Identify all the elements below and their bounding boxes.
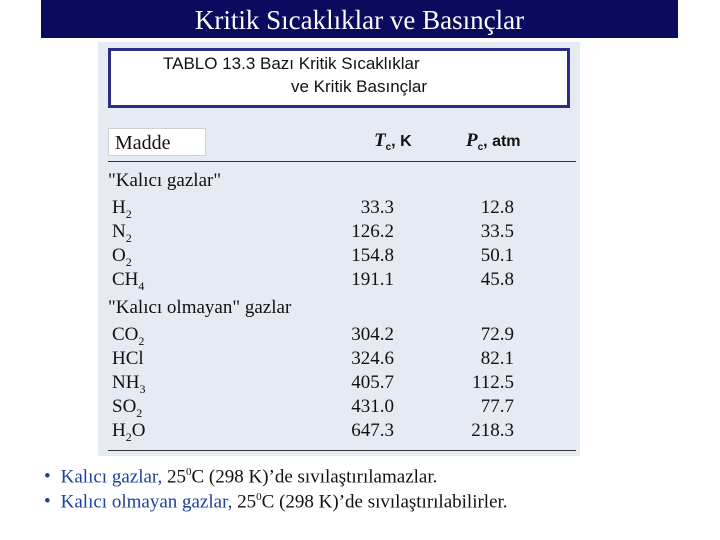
table-row: [98, 348, 580, 372]
header-critical-pressure: [466, 130, 521, 153]
tc-value: 324.6: [351, 348, 394, 369]
pc-unit: , atm: [483, 133, 521, 150]
pc-value: 82.1: [480, 348, 514, 369]
header-substance: Madde: [108, 128, 206, 156]
tc-value: 154.8: [351, 245, 394, 266]
table-row: [98, 372, 580, 396]
tc-value: 191.1: [351, 269, 394, 290]
table-row: [98, 324, 580, 348]
tc-unit: , K: [391, 133, 412, 150]
table-row: [98, 420, 580, 444]
substance-name: $H_2O$: [112, 420, 146, 444]
substance-name: $SO_2$: [112, 396, 143, 420]
pc-value: 218.3: [471, 420, 514, 441]
table-caption: [108, 48, 570, 108]
table-row: [98, 245, 580, 269]
table-row: [98, 269, 580, 293]
bullet-superscript: 0: [185, 466, 192, 478]
substance-name: $CH_4$: [112, 269, 145, 293]
pc-value: 72.9: [480, 324, 514, 345]
substance-name: $H_2$: [112, 197, 132, 221]
pc-value: 12.8: [480, 197, 514, 218]
tc-value: 304.2: [351, 324, 394, 345]
bullet-item: [44, 466, 508, 491]
tc-symbol: T: [374, 130, 386, 151]
critical-values-table: [98, 42, 580, 456]
substance-name: $CO_2$: [112, 324, 145, 348]
tc-value: 647.3: [351, 420, 394, 441]
header-critical-temperature: [374, 130, 412, 153]
bullet-rest: C (298 K)’de sıvılaştırılabilirler.: [261, 491, 508, 513]
tc-value: 33.3: [360, 197, 394, 218]
caption-line-1: TABLO 13.3 Bazı Kritik Sıcaklıklar: [163, 54, 420, 73]
table-row: [98, 396, 580, 420]
bullet-superscript: 0: [256, 491, 262, 503]
tc-value: 405.7: [351, 372, 394, 393]
header-divider: [108, 161, 576, 162]
bullet-number: 25: [166, 466, 186, 488]
slide-title: Kritik Sıcaklıklar ve Basınçlar: [41, 0, 678, 38]
bullet-lead: Kalıcı olmayan gazlar,: [60, 491, 238, 513]
bullet-list: [44, 466, 508, 516]
bullet-rest: C (298 K)’de sıvılaştırılamazlar.: [191, 466, 438, 488]
bullet-item: [44, 491, 508, 516]
substance-name: $O_2$: [112, 245, 132, 269]
pc-symbol: P: [466, 130, 478, 151]
table-header-row: [98, 128, 580, 162]
bullet-number: 25: [237, 491, 257, 513]
group-label-non-permanent: "Kalıcı olmayan" gazlar: [108, 297, 292, 318]
tc-value: 431.0: [351, 396, 394, 417]
tc-value: 126.2: [351, 221, 394, 242]
pc-value: 77.7: [480, 396, 514, 417]
caption-line-2: ve Kritik Basınçlar: [291, 77, 428, 96]
table-row: [98, 221, 580, 245]
substance-name: $NH_3$: [112, 372, 146, 396]
table-row: [98, 197, 580, 221]
pc-value: 33.5: [480, 221, 514, 242]
tc-subscript: c: [385, 142, 392, 154]
table-bottom-rule: [108, 450, 576, 451]
bullet-dot-icon: •: [44, 491, 51, 513]
substance-name: $N_2$: [112, 221, 132, 245]
pc-subscript: c: [477, 142, 484, 154]
bullet-lead: Kalıcı gazlar,: [60, 466, 167, 488]
group-label-permanent: "Kalıcı gazlar": [108, 170, 222, 191]
bullet-dot-icon: •: [44, 466, 51, 488]
pc-value: 50.1: [480, 245, 514, 266]
pc-value: 45.8: [480, 269, 514, 290]
pc-value: 112.5: [471, 372, 514, 393]
substance-name: HCl: [112, 348, 144, 369]
